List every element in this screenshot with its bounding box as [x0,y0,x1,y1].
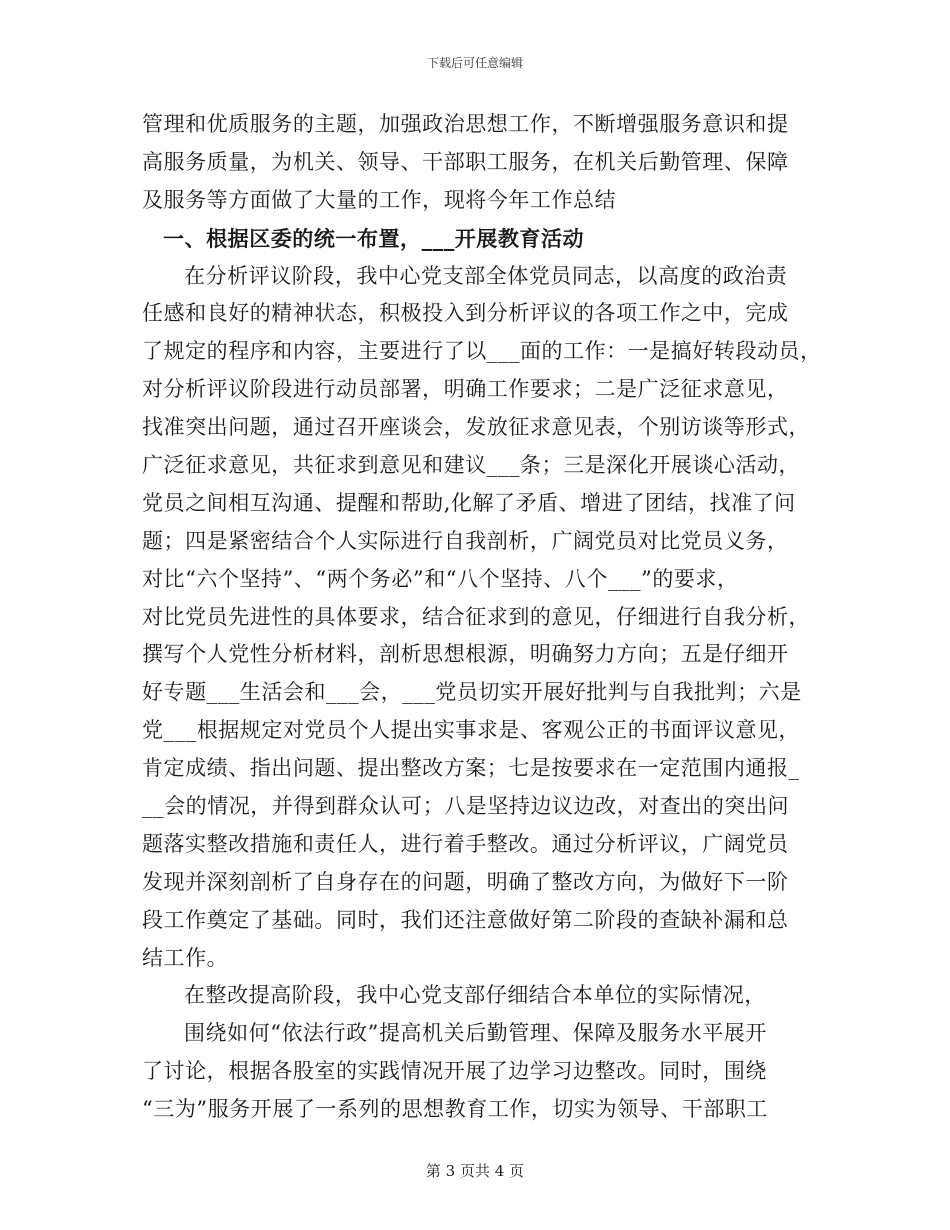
text-line: 广泛征求意见，共征求到意见和建议___条；三是深化开展谈心活动， [142,453,801,478]
text-line: 在整改提高阶段，我中心党支部仔细结合本单位的实际情况， [184,983,766,1008]
page-header: 下载后可任意编辑 [426,56,523,70]
text-line: 围绕如何“依法行政”提高机关后勤管理、保障及服务水平展开 [184,1021,767,1046]
text-line: 了讨论，根据各股室的实践情况开展了边学习边整改。同时，围绕 [142,1059,767,1084]
text-line: 找准突出问题，通过召开座谈会，发放征求意见表，个别访谈等形式， [142,415,811,440]
text-line: 党员之间相互沟通、提醒和帮助,化解了矛盾、增进了团结，找准了问 [142,490,796,515]
text-line: 对比党员先进性的具体要求，结合征求到的意见，仔细进行自我分析， [142,604,811,629]
page-footer: 第 3 页共 4 页 [425,1162,525,1180]
text-line: 段工作奠定了基础。同时，我们还注意做好第二阶段的查缺补漏和总 [142,907,789,932]
text-line: 肯定成绩、指出问题、提出整改方案；七是按要求在一定范围内通报_ [142,756,800,781]
text-line: 及服务等方面做了大量的工作，现将今年工作总结 [142,187,617,212]
text-line: 任感和良好的精神状态，积极投入到分析评议的各项工作之中，完成 [142,301,789,326]
text-line: 对比“六个坚持”、“两个务必”和“八个坚持、八个___”的要求， [142,566,739,591]
body-text [142,106,822,1129]
text-line: 撰写个人党性分析材料，剖析思想根源，明确努力方向；五是仔细开 [142,642,789,667]
text-line: 了规定的程序和内容，主要进行了以___面的工作：一是搞好转段动员， [142,339,822,364]
text-line: 好专题___生活会和___会，___党员切实开展好批判与自我批判；六是 [142,680,802,705]
text-line: 对分析评议阶段进行动员部署，明确工作要求；二是广泛征求意见， [142,377,789,402]
section-heading: 一、根据区委的统一布置，___开展教育活动 [163,225,585,251]
text-line: “三为”服务开展了一系列的思想教育工作，切实为领导、干部职工 [142,1097,768,1122]
text-line: 在分析评议阶段，我中心党支部全体党员同志，以高度的政治责 [184,263,788,288]
text-line: 高服务质量，为机关、领导、干部职工服务，在机关后勤管理、保障 [142,149,789,174]
text-line: 结工作。 [142,945,229,970]
text-line: 发现并深刻剖析了自身存在的问题，明确了整改方向，为做好下一阶 [142,869,789,894]
text-line: 管理和优质服务的主题，加强政治思想工作，不断增强服务意识和提 [142,112,789,136]
text-line: 党___根据规定对党员个人提出实事求是、客观公正的书面评议意见， [142,718,801,743]
text-line: 题落实整改措施和责任人，进行着手整改。通过分析评议，广阔党员 [142,831,789,856]
text-line: __会的情况，并得到群众认可；八是坚持边议边改，对查出的突出问 [142,794,790,819]
text-line: 题；四是紧密结合个人实际进行自我剖析，广阔党员对比党员义务， [142,528,789,553]
